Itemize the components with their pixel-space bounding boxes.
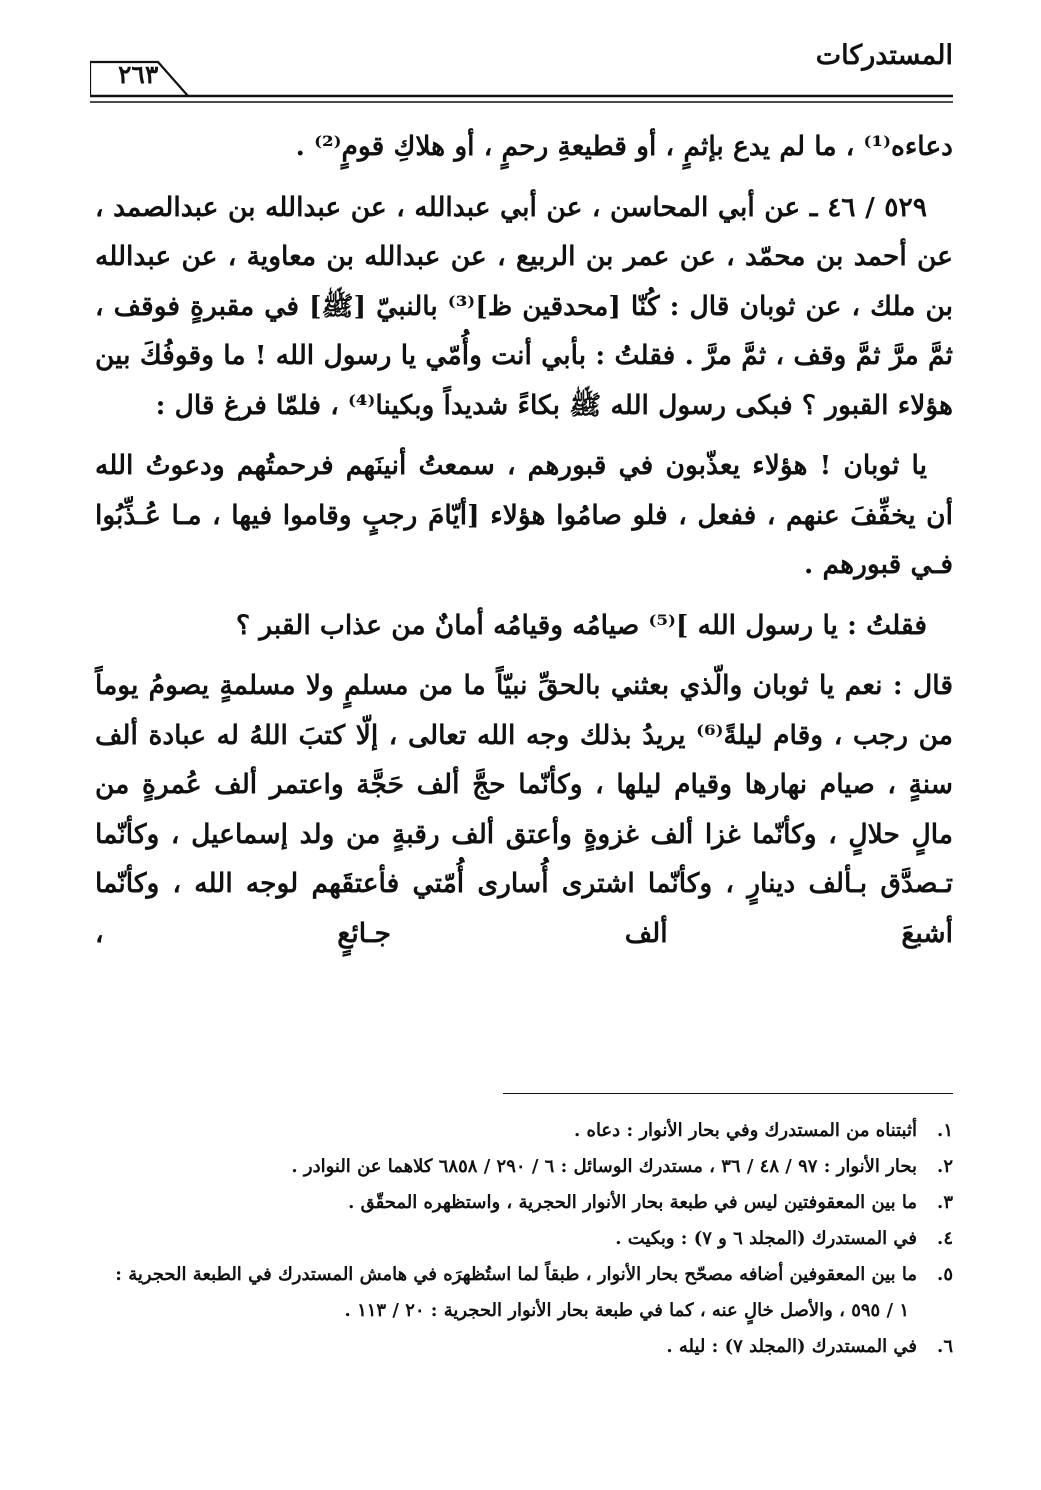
footnote-text: بحار الأنوار : ٩٧ / ٤٨ / ٣٦ ، مستدرك الوسائل : ٦ / ٢٩٠ / ٦٨٥٨ كلاهما عن النوادر . [291,1156,917,1177]
footnote-item [95,1113,953,1149]
page-header [90,38,953,108]
footnotes-list [95,1113,953,1365]
footnote-number: ٤. [937,1228,953,1249]
footnote-text: ما بين المعقوفين أضافه مصحّح بحار الأنوار ، طبقاً لما استُظهرَه في هامش المستدرك في الطبعة الحجرية : [115,1264,917,1285]
footnote-item [95,1149,953,1185]
footnote-number: ٥. [937,1264,953,1285]
footnote-number: ٣. [937,1192,953,1213]
paragraph: قال : نعم يا ثوبان والّذي بعثني بالحقِّ نبيّاً ما من مسلمٍ ولا مسلمةٍ يصومُ يوماً من رجب ، وقام ليلةً⁽⁶⁾ يريدُ بذلك وجه الله تعالى ، إلّا كتبَ اللهُ له عبادة ألف سنةٍ ، صيام نهارها وقيام ليلها ، وكأنّما حجَّ ألف حَجَّة واعتمر ألف عُمرةٍ من مالٍ حلالٍ ، وكأنّما غزا ألف غزوةٍ وأعتق ألف رقبةٍ من ولد إسماعيل ، وكأنّما تـصدَّق بـألف دينارٍ ، وكأنّما اشترى أُسارى أُمّتي فأعتقَهم لوجه الله ، وكأنّما أشبعَ ألف جـائعٍ ، [95,670,953,949]
paragraph: دعاءه⁽¹⁾ ، ما لم يدع بإثمٍ ، أو قطيعةِ رحمٍ ، أو هلاكِ قومٍ⁽²⁾ . [295,131,953,162]
footnote-continuation: ١ / ٥٩٥ ، والأصل خالٍ عنه ، كما في طبعة بحار الأنوار الحجرية : ٢٠ / ١١٣ . [344,1300,909,1321]
footnote-number: ٦. [937,1336,953,1357]
footnote-item [95,1329,953,1365]
main-text [95,122,953,958]
footnote-number: ٢. [937,1156,953,1177]
footnote-text: في المستدرك (المجلد ٧) : ليله . [666,1336,917,1357]
footnote-text: أثبتناه من المستدرك وفي بحار الأنوار : دعاه . [573,1120,917,1141]
paragraph: ٥٢٩ / ٤٦ ـ عن أبي المحاسن ، عن أبي عبدالله ، عن عبدالله بن عبدالصمد ، عن أحمد بن محمّد ، عن عمر بن الربيع ، عن عبدالله بن معاوية ، عن عبدالله بن ملك ، عن ثوبان قال : كُنّا [محدقين ظ]⁽³⁾ بالنبيّ [ﷺ] في مقبرةٍ فوقف ، ثمَّ مرَّ ثمَّ وقف ، ثمَّ مرَّ . فقلتُ : بأبي أنت وأُمّي يا رسول الله ! ما وقوفُكَ بين هؤلاء القبور ؟ فبكى رسول الله ﷺ بكاءً شديداً وبكينا⁽⁴⁾ ، فلمّا فرغ قال : [95,191,953,421]
footnote-text: في المستدرك (المجلد ٦ و ٧) : وبكيت . [615,1228,917,1249]
running-title: المستدركات [815,40,953,71]
footnote-divider [503,1093,953,1094]
footnote-item [95,1185,953,1221]
paragraph: يا ثوبان ! هؤلاء يعذّبون في قبورهم ، سمعتُ أنينَهم فرحمتُهم ودعوتُ الله أن يخفِّفَ عنهم ، ففعل ، فلو صامُوا هؤلاء [أيّامَ رجبٍ وقاموا فيها ، مـا عُـذِّبُوا فـي قبورهم . [95,450,953,580]
footnote-item [95,1221,953,1257]
footnote-item [95,1257,953,1329]
footnote-text: ما بين المعقوفتين ليس في طبعة بحار الأنوار الحجرية ، واستظهره المحقّق . [348,1192,917,1213]
page-number: ٢٦٣ [118,60,159,89]
paragraph: فقلتُ : يا رسول الله ]⁽⁵⁾ صيامُه وقيامُه أمانٌ من عذاب القبر ؟ [235,609,927,641]
footnote-number: ١. [937,1120,953,1141]
